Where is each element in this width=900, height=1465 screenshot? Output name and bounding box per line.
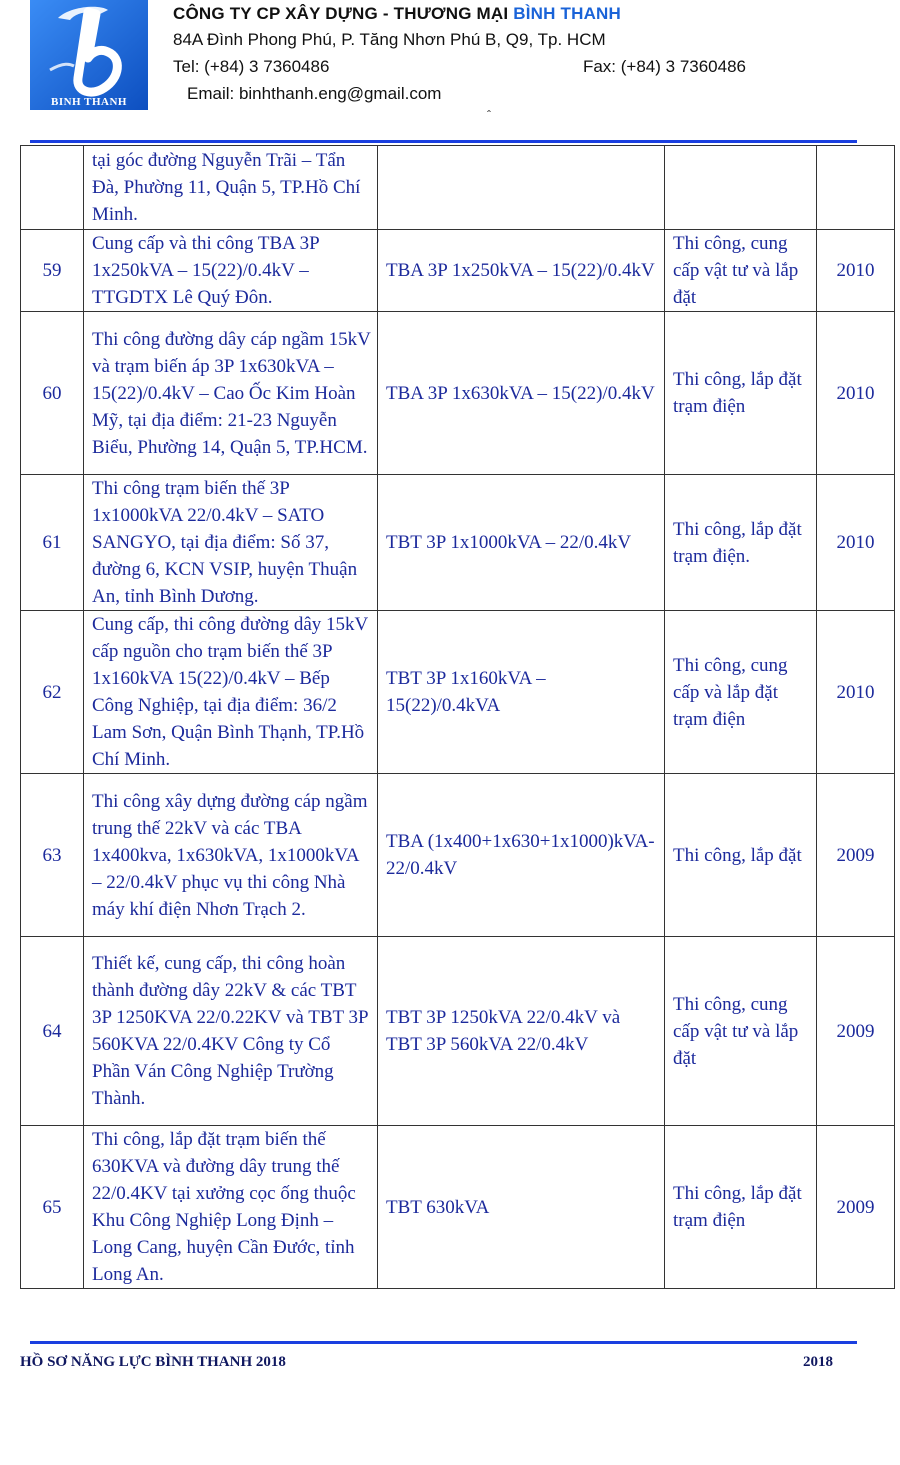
project-name: Thi công xây dựng đường cáp ngầm trung thế 22kV và các TBA 1x400kva, 1x630kVA, 1x1000kVA – 22/0.4kV phục vụ thi công Nhà máy khí điện Nhơn Trạch 2. — [84, 774, 378, 937]
company-address: 84A Đình Phong Phú, P. Tăng Nhơn Phú B, Q9, Tp. HCM — [173, 30, 606, 49]
project-year: 2010 — [817, 312, 895, 475]
project-year: 2010 — [817, 611, 895, 774]
project-year: 2009 — [817, 937, 895, 1126]
row-number: 65 — [21, 1126, 84, 1289]
project-year: 2009 — [817, 774, 895, 937]
project-scope: Thi công, cung cấp và lắp đặt trạm điện — [665, 611, 817, 774]
project-scope: Thi công, lắp đặt trạm điện — [665, 312, 817, 475]
footer-year: 2018 — [803, 1354, 833, 1370]
project-year — [817, 146, 895, 230]
contact-row — [173, 53, 746, 80]
table-row — [21, 475, 895, 611]
project-scale: TBA 3P 1x250kVA – 15(22)/0.4kV — [378, 230, 665, 312]
project-year: 2010 — [817, 475, 895, 611]
project-scope: Thi công, lắp đặt trạm điện. — [665, 475, 817, 611]
project-scale: TBA 3P 1x630kVA – 15(22)/0.4kV — [378, 312, 665, 475]
footer-divider — [30, 1341, 857, 1344]
company-name-highlight: BÌNH THANH — [513, 4, 622, 23]
table-row — [21, 1126, 895, 1289]
project-scope: Thi công, cung cấp vật tư và lắp đặt — [665, 937, 817, 1126]
project-name: Cung cấp, thi công đường dây 15kV cấp nguồn cho trạm biến thế 3P 1x160kVA 15(22)/0.4kV – Bếp Công Nghiệp, tại địa điểm: 36/2 Lam Sơn, Quận Bình Thạnh, TP.Hồ Chí Minh. — [84, 611, 378, 774]
company-name-prefix: CÔNG TY CP XÂY DỰNG - THƯƠNG MẠI — [173, 4, 514, 23]
project-scope: Thi công, lắp đặt trạm điện — [665, 1126, 817, 1289]
row-number — [21, 146, 84, 230]
header-divider — [30, 140, 857, 143]
logo-text: BINH THANH — [50, 96, 127, 108]
project-scope: Thi công, cung cấp vật tư và lắp đặt — [665, 230, 817, 312]
table-row — [21, 937, 895, 1126]
project-scope — [665, 146, 817, 230]
company-name — [173, 2, 773, 26]
project-scale: TBT 3P 1x1000kVA – 22/0.4kV — [378, 475, 665, 611]
project-name: Thi công trạm biến thế 3P 1x1000kVA 22/0.4kV – SATO SANGYO, tại địa điểm: Số 37, đường 6, KCN VSIP, huyện Thuận An, tỉnh Bình Dương. — [84, 475, 378, 611]
table-row — [21, 312, 895, 475]
table-row — [21, 611, 895, 774]
table-row — [21, 774, 895, 937]
row-number: 59 — [21, 230, 84, 312]
project-name: Thi công đường dây cáp ngầm 15kV và trạm biến áp 3P 1x630kVA – 15(22)/0.4kV – Cao Ốc Kim Hoàn Mỹ, tại địa điểm: 21-23 Nguyễn Biểu, Phường 14, Quận 5, TP.HCM. — [84, 312, 378, 475]
row-number: 63 — [21, 774, 84, 937]
project-scale — [378, 146, 665, 230]
company-email: Email: binhthanh.eng@gmail.com — [187, 84, 442, 103]
project-name: Thi công, lắp đặt trạm biến thế 630KVA và đường dây trung thế 22/0.4KV tại xưởng cọc ống thuộc Khu Công Nghiệp Long Định – Long Cang, huyện Cần Đước, tỉnh Long An. — [84, 1126, 378, 1289]
project-name: tại góc đường Nguyễn Trãi – Tẩn Đà, Phường 11, Quận 5, TP.Hồ Chí Minh. — [84, 146, 378, 230]
project-scale: TBT 3P 1x160kVA – 15(22)/0.4kVA — [378, 611, 665, 774]
project-name: Cung cấp và thi công TBA 3P 1x250kVA – 15(22)/0.4kV – TTGDTX Lê Quý Đôn. — [84, 230, 378, 312]
project-name: Thiết kế, cung cấp, thi công hoàn thành đường dây 22kV & các TBT 3P 1250KVA 22/0.22KV và TBT 3P 560KVA 22/0.4KV Công ty Cổ Phần Ván Công Nghiệp Trường Thành. — [84, 937, 378, 1126]
row-number: 60 — [21, 312, 84, 475]
row-number: 61 — [21, 475, 84, 611]
row-number: 62 — [21, 611, 84, 774]
project-scale: TBT 630kVA — [378, 1126, 665, 1289]
company-tel: Tel: (+84) 3 7360486 — [173, 57, 330, 76]
project-scope: Thi công, lắp đặt — [665, 774, 817, 937]
footer-title: HỒ SƠ NĂNG LỰC BÌNH THANH 2018 — [20, 1354, 286, 1370]
project-year: 2010 — [817, 230, 895, 312]
company-info — [173, 2, 773, 107]
company-fax: Fax: (+84) 3 7360486 — [582, 57, 746, 76]
project-year: 2009 — [817, 1126, 895, 1289]
project-scale: TBT 3P 1250kVA 22/0.4kV và TBT 3P 560kVA 22/0.4kV — [378, 937, 665, 1126]
project-scale: TBA (1x400+1x630+1x1000)kVA-22/0.4kV — [378, 774, 665, 937]
row-number: 64 — [21, 937, 84, 1126]
projects-table — [20, 145, 895, 1289]
caret-mark-icon: ˆ — [487, 108, 491, 122]
company-logo — [30, 0, 148, 110]
logo-b-glyph-icon — [30, 0, 148, 110]
table-row — [21, 230, 895, 312]
table-row — [21, 146, 895, 230]
